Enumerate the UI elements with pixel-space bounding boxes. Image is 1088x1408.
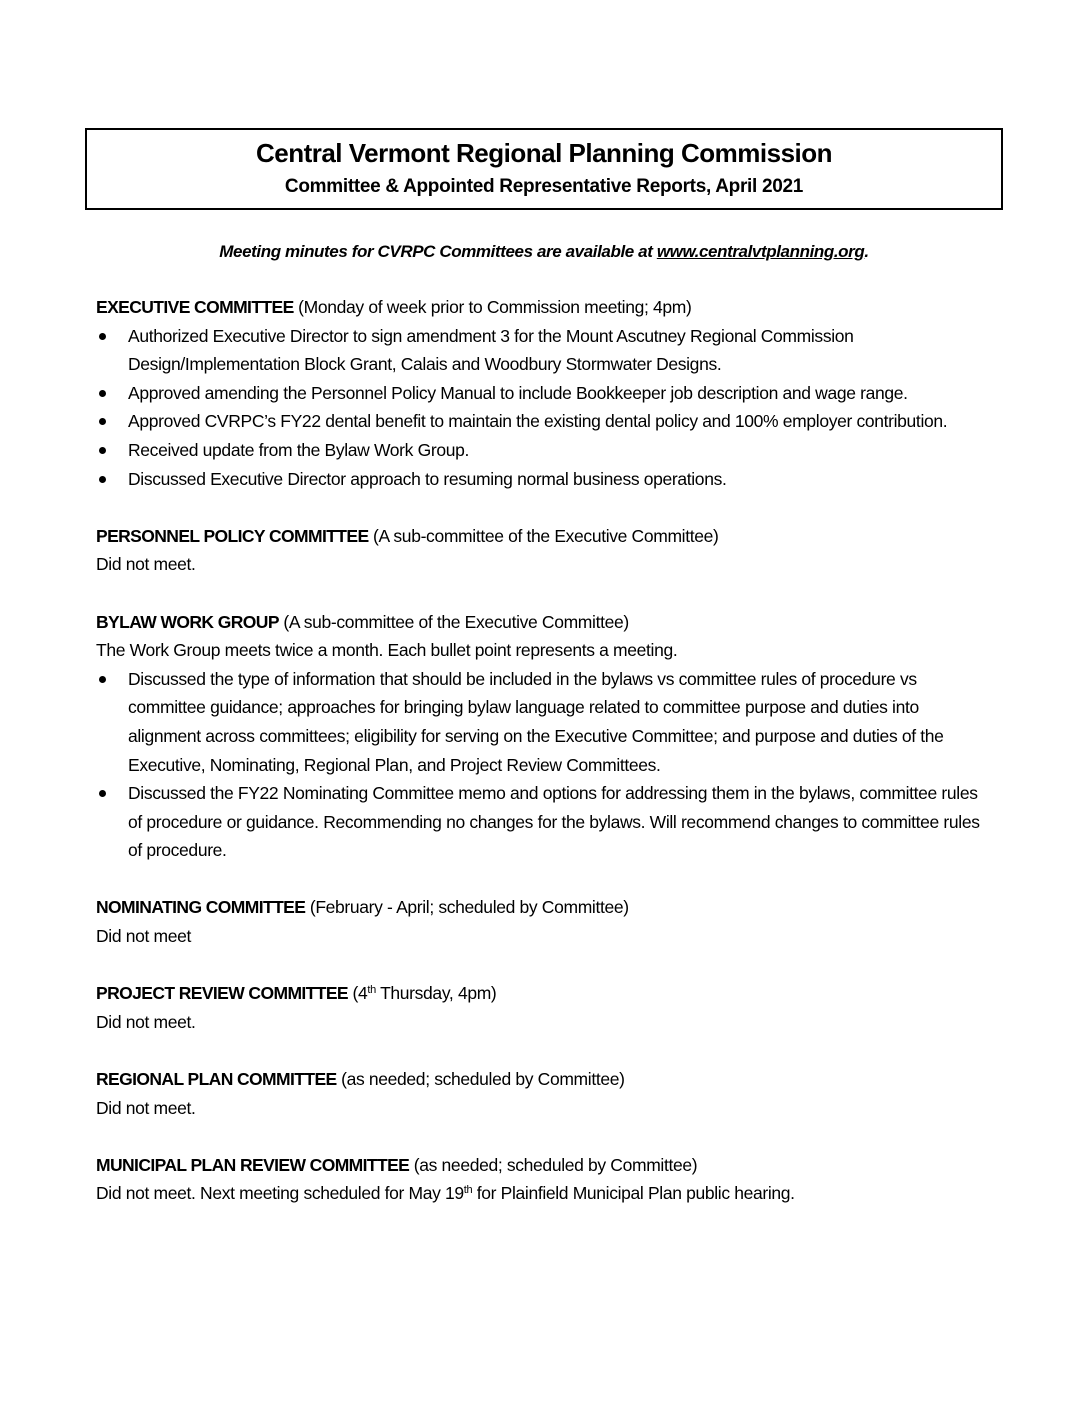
schedule-text: Thursday, 4pm) — [375, 983, 497, 1004]
title-box — [85, 128, 1003, 210]
ordinal-suffix: th — [463, 1184, 473, 1197]
status-text: Did not meet. Next meeting scheduled for May 19 — [96, 1183, 464, 1204]
list-item-text: Received update from the Bylaw Work Group. — [128, 439, 469, 460]
section-status: Did not meet. — [96, 1011, 196, 1032]
bullet-icon — [99, 333, 106, 340]
minutes-note — [0, 242, 1088, 262]
report-content — [96, 293, 996, 1237]
list-item-text: Approved CVRPC’s FY22 dental benefit to maintain the existing dental policy and 100% employer contribution. — [128, 411, 948, 432]
section-heading: MUNICIPAL PLAN REVIEW COMMITTEE — [96, 1154, 410, 1175]
section-schedule: (Monday of week prior to Commission meeting; 4pm) — [293, 297, 692, 317]
bullet-icon — [99, 418, 106, 425]
bullet-icon — [99, 476, 106, 483]
list-item — [96, 779, 996, 865]
bullet-icon — [99, 390, 106, 397]
section-heading: NOMINATING COMMITTEE — [96, 897, 306, 918]
section-status: Did not meet. — [96, 1097, 196, 1118]
ordinal-suffix: th — [367, 984, 376, 997]
section-schedule: (A sub-committee of the Executive Committee) — [278, 611, 629, 632]
section-project-review-committee — [96, 979, 996, 1036]
website-link[interactable]: www.centralvtplanning.org — [656, 242, 865, 261]
section-heading: PERSONNEL POLICY COMMITTEE — [96, 525, 369, 546]
section-schedule — [348, 983, 496, 1003]
section-regional-plan-committee — [96, 1065, 996, 1122]
minutes-note-suffix: . — [864, 242, 869, 261]
list-item-text: Approved amending the Personnel Policy Manual to include Bookkeeper job description and wage range. — [128, 382, 908, 403]
section-executive-committee — [96, 293, 996, 493]
list-item — [96, 407, 996, 436]
list-item-text: Authorized Executive Director to sign amendment 3 for the Mount Ascutney Regional Commission Design/Implementation Block Grant, Calais and Woodbury Stormwater Designs. — [128, 325, 854, 375]
bullet-list — [96, 322, 996, 494]
document-subtitle: Committee & Appointed Representative Reports, April 2021 — [284, 176, 804, 197]
schedule-text: (4 — [348, 983, 368, 1004]
section-heading: PROJECT REVIEW COMMITTEE — [96, 983, 349, 1004]
section-heading: REGIONAL PLAN COMMITTEE — [96, 1069, 337, 1090]
list-item-text: Discussed the type of information that should be included in the bylaws vs committee rules of procedure vs committee guidance; approaches for bringing bylaw language related to committee purpose and duties into alignment across committees; eligibility for serving on the Executive Committee; and purpose and duties of the Executive, Nominating, Regional Plan, and Project Review Committees. — [128, 668, 944, 775]
section-status: The Work Group meets twice a month. Each bullet point represents a meeting. — [96, 640, 678, 661]
section-bylaw-work-group — [96, 608, 996, 865]
list-item — [96, 379, 996, 408]
section-schedule: (February - April; scheduled by Committee) — [305, 897, 629, 918]
bullet-list — [96, 665, 996, 865]
status-text: for Plainfield Municipal Plan public hearing. — [472, 1183, 795, 1204]
list-item — [96, 322, 996, 379]
section-schedule: (as needed; scheduled by Committee) — [336, 1069, 625, 1090]
section-heading: EXECUTIVE COMMITTEE — [96, 297, 294, 317]
bullet-icon — [99, 790, 106, 797]
section-schedule: (A sub-committee of the Executive Committee) — [368, 525, 719, 546]
list-item — [96, 465, 996, 494]
section-schedule: (as needed; scheduled by Committee) — [409, 1154, 698, 1175]
list-item-text: Discussed the FY22 Nominating Committee memo and options for addressing them in the bylaws, committee rules of procedure or guidance. Recommending no changes for the bylaws. Will recommend changes to committee rules of procedure. — [128, 783, 980, 861]
list-item — [96, 436, 996, 465]
section-personnel-policy-committee — [96, 522, 996, 579]
list-item — [96, 665, 996, 779]
section-status: Did not meet — [96, 926, 192, 947]
section-heading: BYLAW WORK GROUP — [96, 611, 279, 632]
section-municipal-plan-review-committee — [96, 1151, 996, 1208]
list-item-text: Discussed Executive Director approach to resuming normal business operations. — [128, 468, 727, 489]
bullet-icon — [99, 447, 106, 454]
section-status: Did not meet. — [96, 554, 196, 575]
section-status — [96, 1179, 996, 1208]
document-title: Central Vermont Regional Planning Commission — [255, 138, 833, 168]
bullet-icon — [99, 676, 106, 683]
section-nominating-committee — [96, 893, 996, 950]
minutes-note-text: Meeting minutes for CVRPC Committees are available at — [219, 242, 657, 261]
